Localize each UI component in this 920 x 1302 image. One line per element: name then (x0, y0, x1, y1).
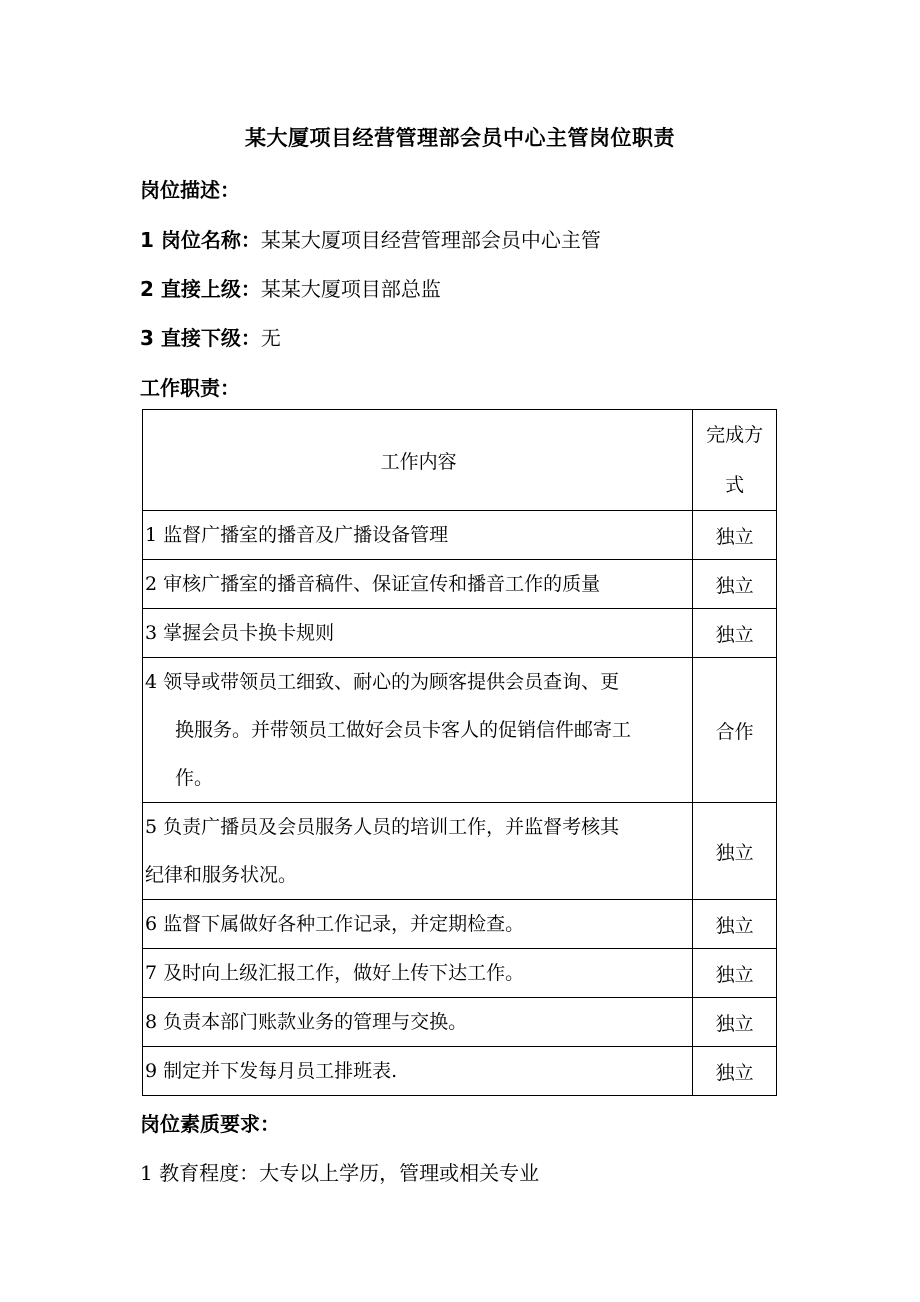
desc-item-direct-subordinate (140, 322, 281, 351)
desc-item-position-name (140, 224, 601, 253)
section-qualification-requirements: 岗位素质要求： (140, 1112, 280, 1136)
duty-content-cell (143, 949, 693, 998)
duty-content-cell (143, 900, 693, 949)
duties-table (142, 409, 777, 1096)
duty-content-cell (143, 658, 693, 803)
header-work-content: 工作内容 (143, 410, 693, 511)
req-item-education (140, 1157, 539, 1186)
duty-text-line: 6 监督下属做好各种工作记录，并定期检查。 (145, 913, 525, 935)
completion-mode-cell: 独立 (693, 803, 777, 900)
completion-mode-cell: 独立 (693, 511, 777, 560)
completion-mode-cell: 合作 (693, 658, 777, 803)
duty-text-line: 8 负责本部门账款业务的管理与交换。 (145, 1011, 468, 1033)
desc-item-label: 1 岗位名称： (140, 228, 261, 252)
header-completion-mode (693, 410, 777, 511)
duty-content-cell (143, 1047, 693, 1096)
completion-mode-cell: 独立 (693, 560, 777, 609)
completion-mode-cell: 独立 (693, 998, 777, 1047)
duty-text-line: 1 监督广播室的播音及广播设备管理 (145, 524, 449, 546)
desc-item-value: 某某大厦项目部总监 (260, 277, 441, 301)
duty-content-cell (143, 609, 693, 658)
duty-content-cell (143, 998, 693, 1047)
duty-text-line: 换服务。并带领员工做好会员卡客人的促销信件邮寄工 (175, 719, 632, 741)
duty-content-cell (143, 560, 693, 609)
req-item-value: 大专以上学历，管理或相关专业 (259, 1161, 540, 1185)
header-mode-line2: 式 (725, 474, 745, 496)
desc-item-label: 3 直接下级： (140, 326, 261, 350)
table-row (143, 900, 777, 949)
table-row (143, 1047, 777, 1096)
duty-text-line: 4 领导或带领员工细致、耐心的为顾客提供会员查询、更 (145, 671, 620, 693)
desc-item-value: 无 (260, 326, 281, 350)
duty-text-line: 5 负责广播员及会员服务人员的培训工作，并监督考核其 (145, 816, 620, 838)
desc-item-direct-superior (140, 273, 441, 302)
desc-item-value: 某某大厦项目经营管理部会员中心主管 (260, 228, 601, 252)
duty-text-line: 9 制定并下发每月员工排班表. (145, 1060, 398, 1082)
duty-content-cell (143, 511, 693, 560)
table-row (143, 803, 777, 900)
completion-mode-cell: 独立 (693, 1047, 777, 1096)
completion-mode-cell: 独立 (693, 949, 777, 998)
duty-text-line: 纪律和服务状况。 (145, 864, 298, 886)
table-header-row (143, 410, 777, 511)
table-row (143, 949, 777, 998)
table-row (143, 511, 777, 560)
table-row (143, 998, 777, 1047)
completion-mode-cell: 独立 (693, 900, 777, 949)
document-title: 某大厦项目经营管理部会员中心主管岗位职责 (245, 126, 675, 150)
duty-text-line: 2 审核广播室的播音稿件、保证宣传和播音工作的质量 (145, 573, 601, 595)
section-job-description: 岗位描述： (140, 178, 240, 202)
table-row (143, 658, 777, 803)
completion-mode-cell: 独立 (693, 609, 777, 658)
section-job-duties: 工作职责： (140, 376, 240, 400)
duty-text-line: 作。 (175, 767, 214, 789)
table-row (143, 560, 777, 609)
header-mode-line1: 完成方 (706, 424, 764, 446)
req-item-label: 1 教育程度： (140, 1161, 260, 1185)
duty-text-line: 7 及时向上级汇报工作，做好上传下达工作。 (145, 962, 525, 984)
duty-content-cell (143, 803, 693, 900)
desc-item-label: 2 直接上级： (140, 277, 261, 301)
duty-text-line: 3 掌握会员卡换卡规则 (145, 622, 335, 644)
table-row (143, 609, 777, 658)
